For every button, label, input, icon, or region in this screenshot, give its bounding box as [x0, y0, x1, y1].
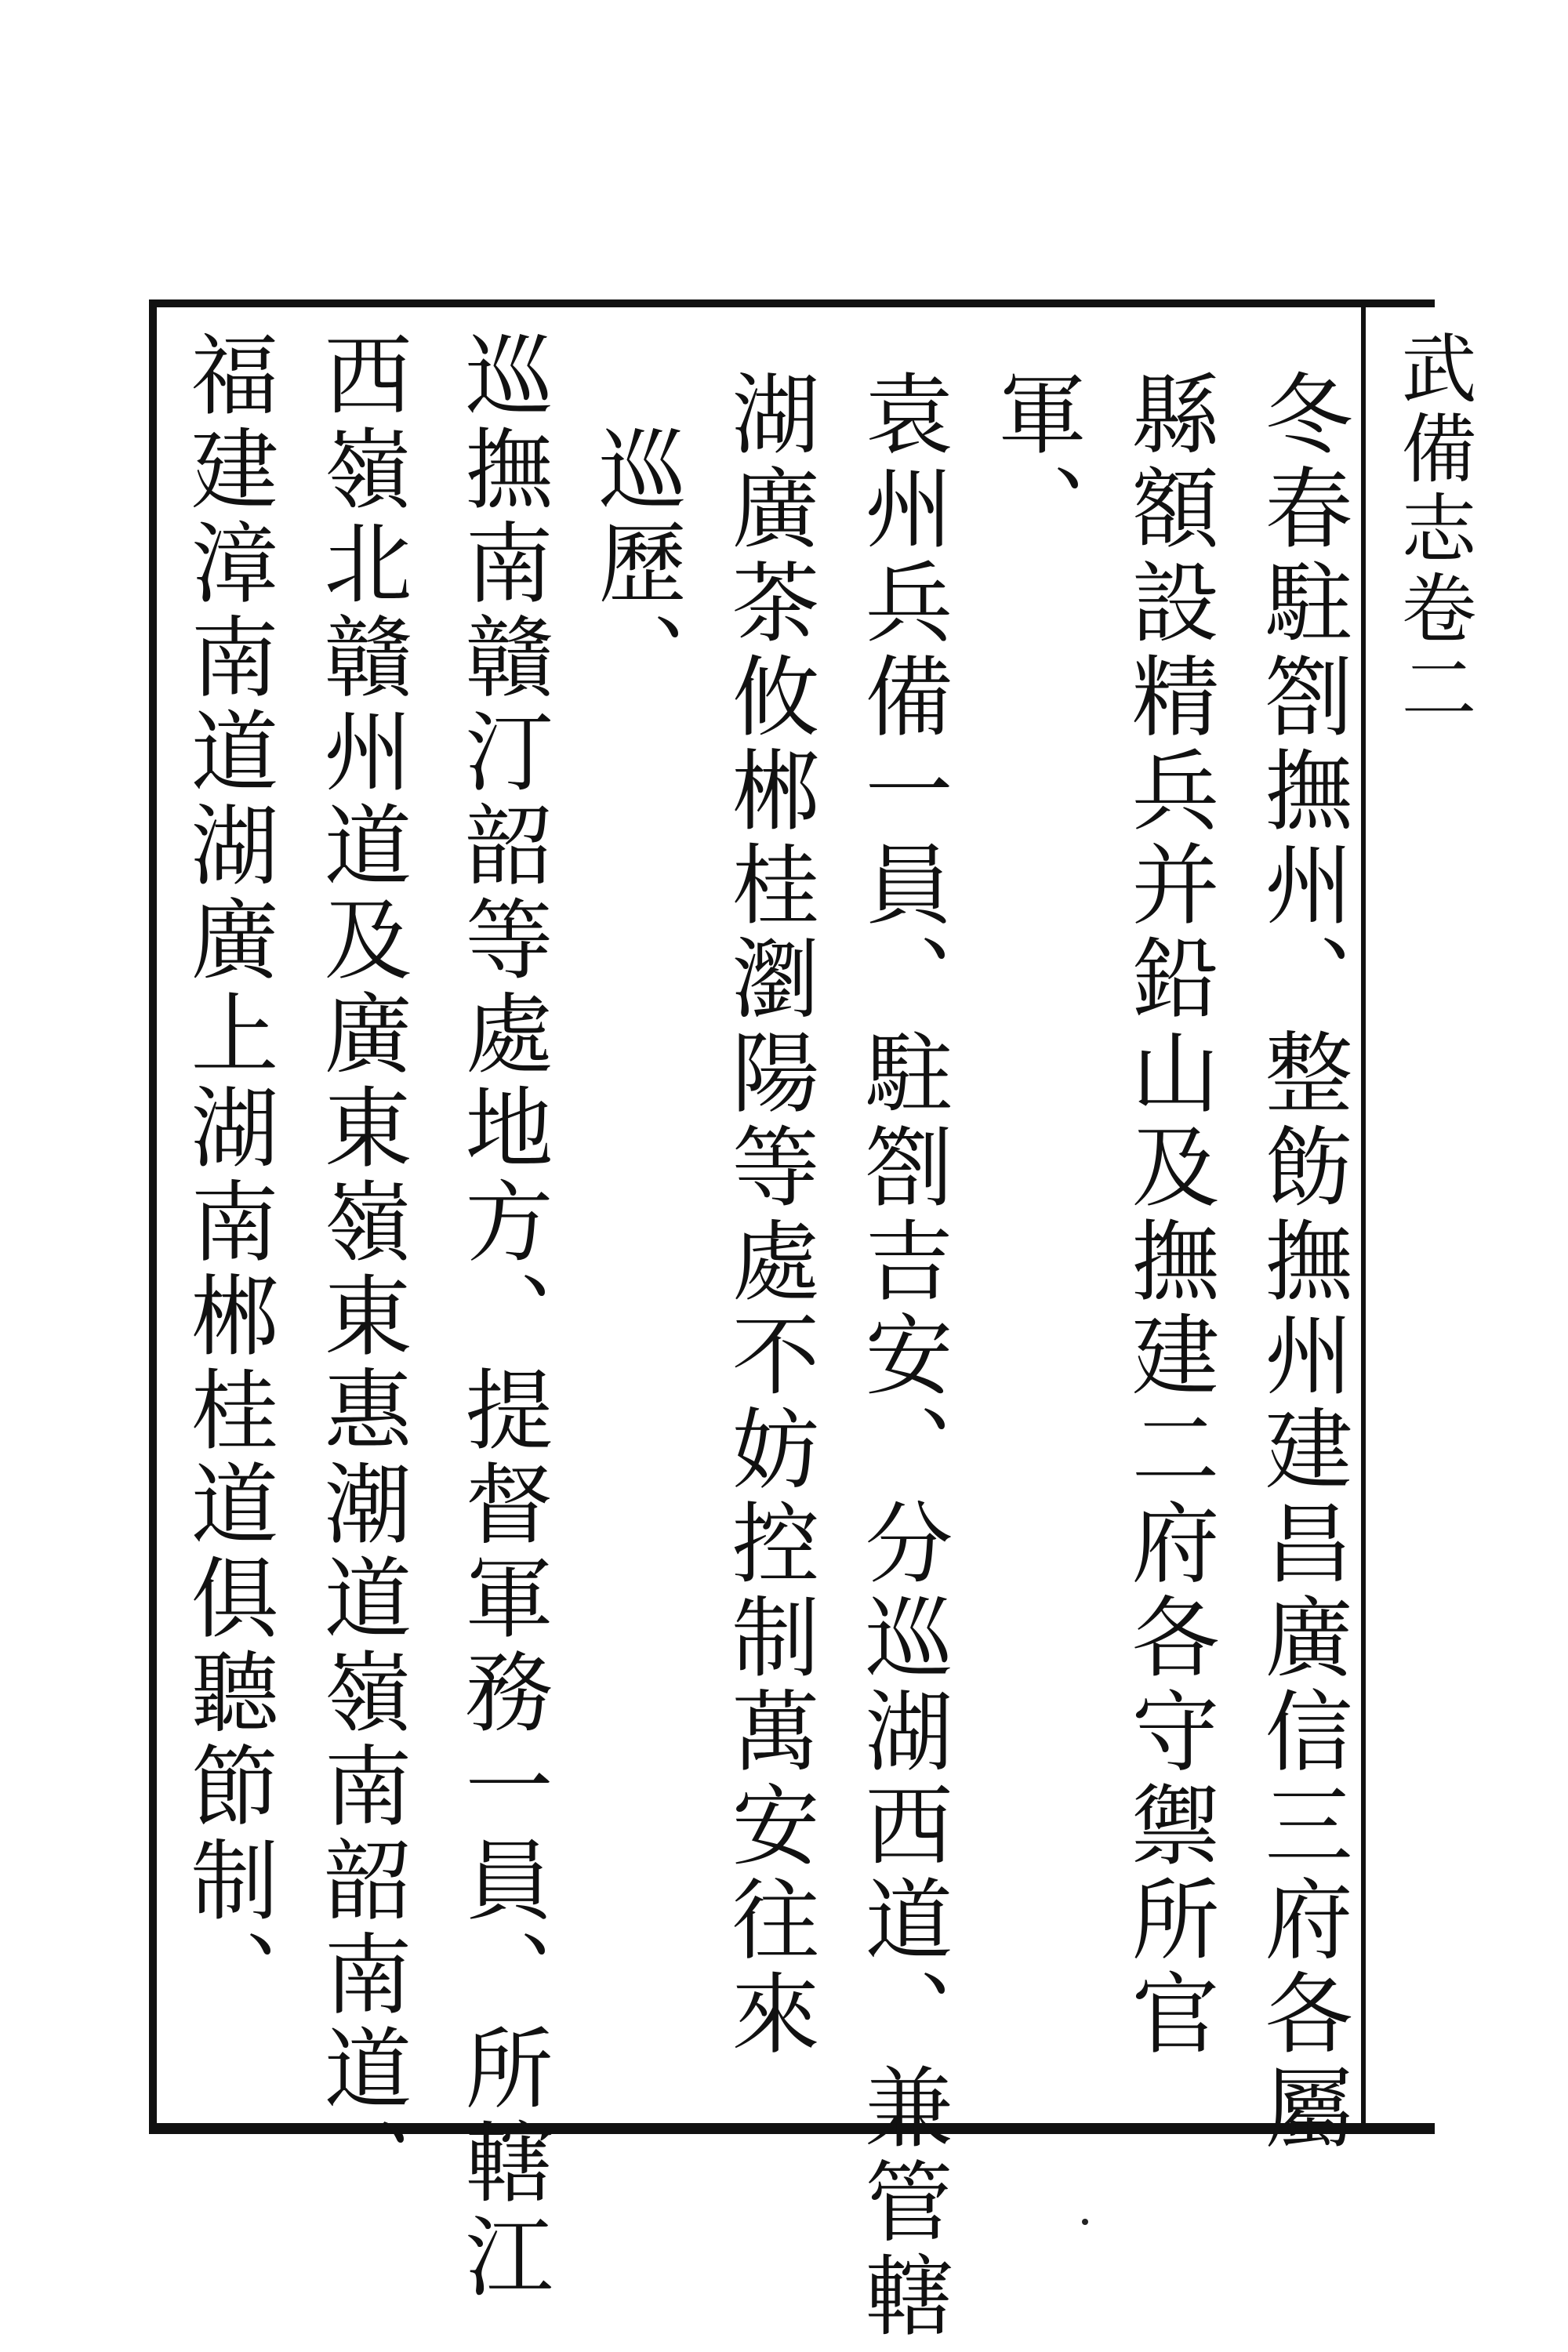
fold-margin-line — [1361, 299, 1366, 2134]
paper-speck — [1082, 2219, 1088, 2225]
margin-title: 武備志卷二 — [1389, 329, 1477, 729]
text-column-9: 福建漳南道湖廣上湖南郴桂道俱聽節制、 — [176, 329, 278, 2023]
text-column-7: 巡撫南贛汀韶等處地方、提督軍務一員、所轄江 — [451, 329, 553, 2305]
text-column-4: 袁州兵備一員、駐劄吉安、分巡湖西道、兼管轄 — [851, 368, 953, 2344]
text-column-5: 湖廣茶攸郴桂瀏陽等處不妨控制萬安往來 — [717, 368, 819, 2062]
text-column-3: 軍、 — [984, 368, 1086, 557]
text-column-8: 西嶺北贛州道及廣東嶺東惠潮道嶺南韶南道、 — [310, 329, 412, 2211]
text-column-1: 冬春駐劄撫州、整飭撫州建昌廣信三府各屬 — [1250, 368, 1352, 2156]
text-column-6: 巡歷、 — [584, 423, 686, 706]
text-column-2: 縣額設精兵并鉛山及撫建二府各守禦所官 — [1117, 368, 1219, 2062]
